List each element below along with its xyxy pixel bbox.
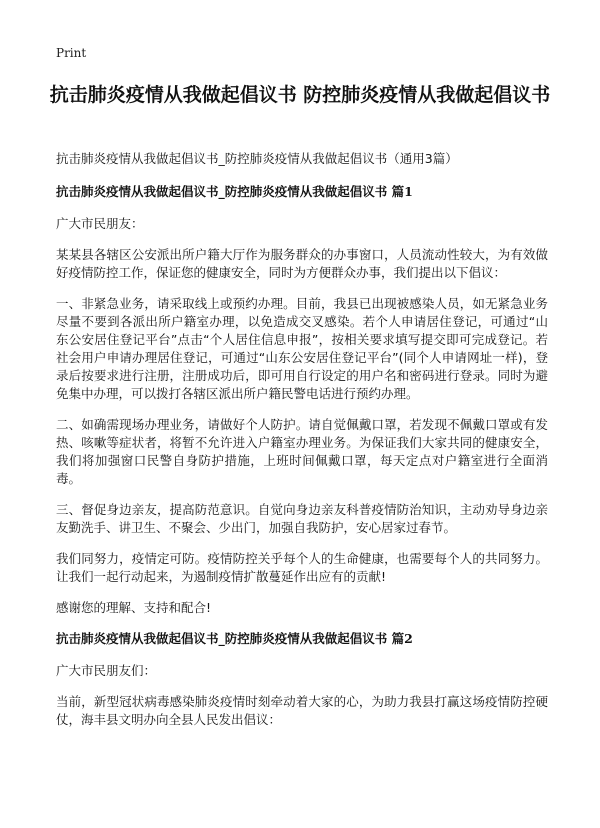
print-link[interactable]: Print xyxy=(56,46,87,60)
section-heading: 抗击肺炎疫情从我做起倡议书_防控肺炎疫情从我做起倡议书 篇1 xyxy=(56,184,413,199)
section-1 xyxy=(56,183,548,617)
section-2 xyxy=(56,630,548,729)
salutation: 广大市民朋友： xyxy=(56,216,144,231)
paragraph: 我们同努力，疫情定可防。疫情防控关乎每个人的生命健康，也需要每个人的共同努力。让我们一起行动起来，为遏制疫情扩散蔓延作出应有的贡献! xyxy=(56,551,548,584)
paragraph: 一、非紧急业务，请采取线上或预约办理。目前，我县已出现被感染人员，如无紧急业务尽量不要到各派出所户籍室办理，以免造成交叉感染。若个人申请居住登记，可通过“山东公安居住登记平台”点击“个人居住信息申报”，按相关要求填写提交即可完成登记。若社会用户申请办理居住登记，可通过“山东公安居住登记平台”(同个人申请网址一样)，登录后按要求进行注册，注册成功后，即可用自行设定的用户名和密码进行登录。同时为避免集中办理，可以拨打各辖区派出所户籍民警电话进行预约办理。 xyxy=(56,296,548,401)
page-title: 抗击肺炎疫情从我做起倡议书 防控肺炎疫情从我做起倡议书 xyxy=(49,84,551,106)
paragraph: 某某县各辖区公安派出所户籍大厅作为服务群众的办事窗口，人员流动性较大，为有效做好疫情防控工作，保证您的健康安全，同时为方便群众办事，我们提出以下倡议： xyxy=(56,247,548,280)
paragraph: 当前，新型冠状病毒感染肺炎疫情时刻牵动着大家的心，为助力我县打赢这场疫情防控硬仗，海丰县文明办向全县人民发出倡议： xyxy=(56,694,548,727)
salutation: 广大市民朋友们： xyxy=(56,663,157,678)
paragraph: 三、督促身边亲友，提高防范意识。自觉向身边亲友科普疫情防治知识，主动劝导身边亲友勤洗手、讲卫生、不聚会、少出门，加强自我防护，安心居家过春节。 xyxy=(56,502,548,535)
document-body xyxy=(56,150,548,742)
paragraph: 二、如确需现场办理业务，请做好个人防护。请自觉佩戴口罩，若发现不佩戴口罩或有发热、咳嗽等症状者，将暂不允许进入户籍室办理业务。为保证我们大家共同的健康安全，我们将加强窗口民警自身防护措施，上班时间佩戴口罩，每天定点对户籍室进行全面消毒。 xyxy=(56,417,548,486)
section-heading: 抗击肺炎疫情从我做起倡议书_防控肺炎疫情从我做起倡议书 篇2 xyxy=(56,631,413,646)
document-subtitle: 抗击肺炎疫情从我做起倡议书_防控肺炎疫情从我做起倡议书（通用3篇） xyxy=(56,151,458,166)
closing: 感谢您的理解、支持和配合! xyxy=(56,600,212,615)
